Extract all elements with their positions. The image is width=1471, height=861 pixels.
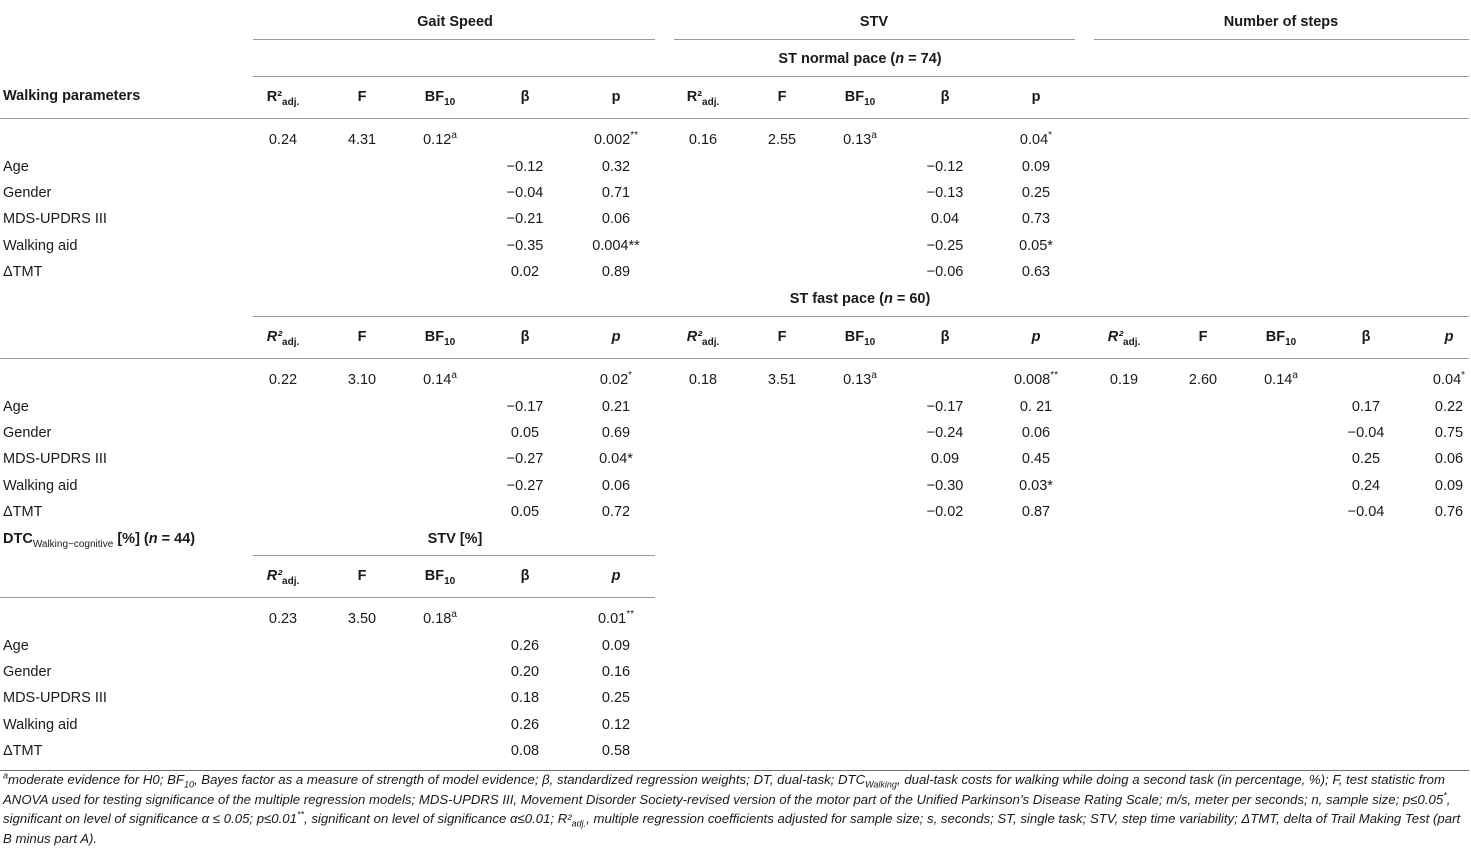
stv-p: 0.45 (1021, 451, 1051, 467)
gs-p: 0.69 (601, 425, 631, 441)
stv-p: 0.63 (1021, 264, 1051, 280)
col-beta: β (940, 89, 950, 105)
stv-p: 0. 21 (1019, 399, 1053, 415)
stv-beta: −0.02 (926, 504, 964, 520)
stv-beta: 0.04 (930, 211, 960, 227)
ns-p: 0.75 (1434, 425, 1464, 441)
gs-p: 0.06 (601, 211, 631, 227)
col-beta: β (1361, 329, 1371, 345)
col-f: F (1198, 329, 1208, 345)
gs-beta: 0.05 (510, 504, 540, 520)
gs-beta: −0.17 (506, 399, 544, 415)
stv-p: 0.03* (1019, 478, 1053, 494)
stv-f: 3.51 (767, 372, 797, 388)
col-beta: β (940, 329, 950, 345)
row-label: MDS-UPDRS III (3, 451, 107, 467)
gs-p: 0.71 (601, 185, 631, 201)
dtc-beta: 0.18 (510, 690, 540, 706)
gs-r2: 0.24 (268, 132, 298, 148)
gs-beta: 0.02 (510, 264, 540, 280)
dtc-bf10: 0.18$^a$ (423, 609, 457, 627)
dtc-p: 0.16 (601, 664, 631, 680)
row-label: Age (3, 638, 29, 654)
row-label: ΔTMT (3, 504, 43, 520)
gs-f: 4.31 (347, 132, 377, 148)
dtc-p: 0.25 (601, 690, 631, 706)
gs-beta: 0.05 (510, 425, 540, 441)
gs-p: 0.004** (592, 238, 640, 254)
table-footnote: $^a$moderate evidence for H0; $BF_{10}$, Bayes factor as a measure of strength of model evidence; β, standardized regression weights; DT, dual-task; $DTC_{Walking}$, dual-task costs for walking while doing a second task (in percentage, %); F, test statistic from ANOVA used for testing significance of the multiple regression models; MDS-UPDRS III, Movement Disorder Society-revised version of the motor part of the Unified Parkinson’s Disease Rating Scale; m/s, meter per seconds; n, sample size; p≤0.05*, significant on level of significance α ≤ 0.05; p≤0.01**, significant on level of significance α≤0.01; $R^2_{adj.}$, multiple regression coefficients adjusted for sample size; s, seconds; ST, single task; STV, step time variability; ΔTMT, delta of Trail Making Test (part B minus part A). (3, 770, 1461, 846)
ns-bf10: 0.14$^a$ (1264, 370, 1298, 388)
gs-beta: −0.27 (506, 478, 544, 494)
row-label: Gender (3, 185, 52, 201)
gs-p: 0.32 (601, 159, 631, 175)
stv-beta: −0.17 (926, 399, 964, 415)
dtc-p: 0.58 (601, 743, 631, 759)
gs-f: 3.10 (347, 372, 377, 388)
col-p: p (611, 329, 621, 345)
col-p: p (1444, 329, 1454, 345)
stv-p: 0.04* (1019, 130, 1053, 148)
ns-beta: 0.17 (1351, 399, 1381, 415)
ns-p: 0.09 (1434, 478, 1464, 494)
stv-p: 0.25 (1021, 185, 1051, 201)
col-r2: $R^2_{adj.}$ (266, 89, 300, 108)
row-label: Walking aid (3, 238, 78, 254)
stv-p: 0.73 (1021, 211, 1051, 227)
rule-st-fast (253, 316, 1469, 317)
col-f: F (357, 568, 367, 584)
row-label: Age (3, 159, 29, 175)
gs-p: 0.02* (599, 370, 633, 388)
section-title-st-fast: ST fast pace (n = 60) (789, 291, 931, 307)
ns-r2: 0.19 (1109, 372, 1139, 388)
col-bf10: $BF_{10}$ (424, 329, 456, 348)
dtc-p: 0.09 (601, 638, 631, 654)
rule-under-headers-fast (0, 358, 1469, 359)
stv-percent-title: STV [%] (427, 531, 483, 547)
row-label: Walking aid (3, 478, 78, 494)
row-label: Walking aid (3, 717, 78, 733)
gs-bf10: 0.14$^a$ (423, 370, 457, 388)
ns-p: 0.04* (1432, 370, 1466, 388)
dtc-beta: 0.20 (510, 664, 540, 680)
col-bf10: $BF_{10}$ (844, 89, 876, 108)
col-r2: $R^2_{adj.}$ (686, 329, 720, 348)
dtc-p: 0.01** (597, 609, 635, 627)
ns-p: 0.22 (1434, 399, 1464, 415)
rule-under-headers-dtc (0, 597, 655, 598)
dtc-heading: $DTC_{Walking-cognitive}$ [%] (n = 44) (3, 531, 196, 550)
row-label: MDS-UPDRS III (3, 211, 107, 227)
group-stv: STV (859, 14, 889, 30)
rule-st-normal (253, 76, 1469, 77)
stv-f: 2.55 (767, 132, 797, 148)
stv-p: 0.09 (1021, 159, 1051, 175)
col-f: F (777, 89, 787, 105)
col-f: F (357, 89, 367, 105)
row-label: ΔTMT (3, 264, 43, 280)
gs-bf10: 0.12$^a$ (423, 130, 457, 148)
gs-beta: −0.12 (506, 159, 544, 175)
stv-beta: 0.09 (930, 451, 960, 467)
col-r2: $R^2_{adj.}$ (686, 89, 720, 108)
dtc-beta: 0.26 (510, 717, 540, 733)
gs-beta: −0.27 (506, 451, 544, 467)
row-label: Gender (3, 425, 52, 441)
row-label: Age (3, 399, 29, 415)
col-p: p (1031, 329, 1041, 345)
rule-stv (674, 39, 1075, 40)
col-r2: $R^2_{adj.}$ (266, 568, 300, 587)
gs-beta: −0.21 (506, 211, 544, 227)
ns-p: 0.06 (1434, 451, 1464, 467)
dtc-p: 0.12 (601, 717, 631, 733)
stv-beta: −0.13 (926, 185, 964, 201)
rule-under-headers-normal (0, 118, 1469, 119)
dtc-beta: 0.08 (510, 743, 540, 759)
ns-beta: 0.25 (1351, 451, 1381, 467)
col-bf10: $BF_{10}$ (844, 329, 876, 348)
stv-beta: −0.24 (926, 425, 964, 441)
col-beta: β (520, 568, 530, 584)
stv-bf10: 0.13$^a$ (843, 130, 877, 148)
col-bf10: $BF_{10}$ (1265, 329, 1297, 348)
stv-bf10: 0.13$^a$ (843, 370, 877, 388)
gs-p: 0.002** (593, 130, 639, 148)
row-label: Gender (3, 664, 52, 680)
gs-beta: −0.04 (506, 185, 544, 201)
walking-parameters-heading: Walking parameters (3, 88, 141, 104)
col-beta: β (520, 329, 530, 345)
stv-p: 0.87 (1021, 504, 1051, 520)
stv-p: 0.05* (1019, 238, 1053, 254)
row-label: MDS-UPDRS III (3, 690, 107, 706)
group-number-of-steps: Number of steps (1223, 14, 1339, 30)
gs-beta: −0.35 (506, 238, 544, 254)
gs-p: 0.21 (601, 399, 631, 415)
col-p: p (1031, 89, 1041, 105)
stv-beta: −0.25 (926, 238, 964, 254)
col-r2: $R^2_{adj.}$ (266, 329, 300, 348)
rule-gait-speed (253, 39, 655, 40)
gs-p: 0.04* (599, 451, 633, 467)
gs-p: 0.89 (601, 264, 631, 280)
col-beta: β (520, 89, 530, 105)
col-f: F (357, 329, 367, 345)
ns-beta: −0.04 (1347, 425, 1385, 441)
rule-stv-percent (253, 555, 655, 556)
gs-p: 0.72 (601, 504, 631, 520)
gs-p: 0.06 (601, 478, 631, 494)
stv-r2: 0.18 (688, 372, 718, 388)
ns-beta: −0.04 (1347, 504, 1385, 520)
col-bf10: $BF_{10}$ (424, 568, 456, 587)
dtc-f: 3.50 (347, 611, 377, 627)
row-label: ΔTMT (3, 743, 43, 759)
col-p: p (611, 89, 621, 105)
col-r2: $R^2_{adj.}$ (1107, 329, 1141, 348)
col-bf10: $BF_{10}$ (424, 89, 456, 108)
dtc-r2: 0.23 (268, 611, 298, 627)
ns-p: 0.76 (1434, 504, 1464, 520)
section-title-st-normal: ST normal pace (n = 74) (778, 51, 942, 67)
col-p: p (611, 568, 621, 584)
ns-f: 2.60 (1188, 372, 1218, 388)
dtc-beta: 0.26 (510, 638, 540, 654)
stv-p: 0.008** (1013, 370, 1059, 388)
rule-number-of-steps (1094, 39, 1469, 40)
group-gait-speed: Gait Speed (417, 14, 493, 30)
stv-beta: −0.12 (926, 159, 964, 175)
col-f: F (777, 329, 787, 345)
ns-beta: 0.24 (1351, 478, 1381, 494)
stv-r2: 0.16 (688, 132, 718, 148)
stv-beta: −0.06 (926, 264, 964, 280)
stv-p: 0.06 (1021, 425, 1051, 441)
stv-beta: −0.30 (926, 478, 964, 494)
gs-r2: 0.22 (268, 372, 298, 388)
